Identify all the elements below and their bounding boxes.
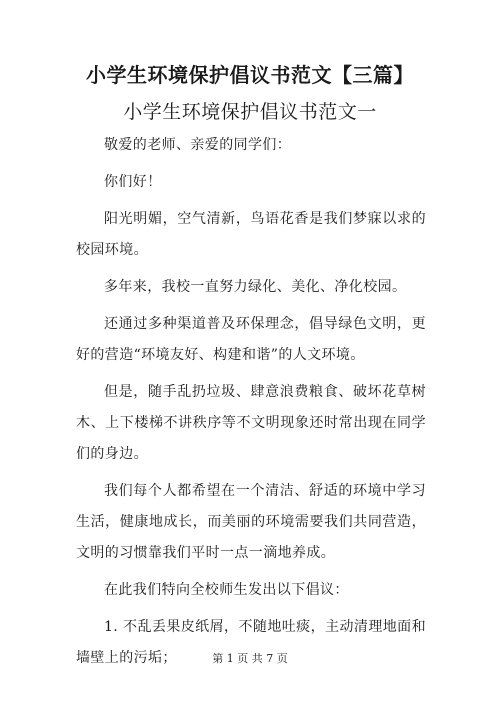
paragraph: 我们每个人都希望在一个清洁、舒适的环境中学习生活，健康地成长，而美丽的环境需要我们共同营造，文明的习惯靠我们平时一点一滴地养成。 <box>76 483 426 561</box>
paragraph: 在此我们特向全校师生发出以下倡议： <box>104 582 349 598</box>
paragraph-list-item: 1. 不乱丢果皮纸屑，不随地吐痰，主动清理地面和墙壁上的污垢； <box>76 619 426 666</box>
paragraph: 多年来，我校一直努力绿化、美化、净化校园。 <box>104 279 407 295</box>
section-title: 小学生环境保护倡议书范文一 <box>123 101 377 123</box>
page-footer: 第 1 页 共 7 页 <box>212 652 288 665</box>
document-title: 小学生环境保护倡议书范文【三篇】 <box>86 63 414 87</box>
document-body <box>76 130 426 680</box>
paragraph: 还通过多种渠道普及环保理念，倡导绿色文明，更好的营造“环境友好、构建和谐”的人文环境。 <box>76 316 426 363</box>
paragraph-hello: 你们好！ <box>104 174 162 190</box>
paragraph-greeting: 敬爱的老师、亲爱的同学们： <box>104 137 292 153</box>
paragraph: 阳光明媚，空气清新，鸟语花香是我们梦寐以求的校园环境。 <box>76 211 426 258</box>
paragraph: 但是，随手乱扔垃圾、肆意浪费粮食、破坏花草树木、上下楼梯不讲秩序等不文明现象还时常出现在同学们的身边。 <box>76 384 426 462</box>
